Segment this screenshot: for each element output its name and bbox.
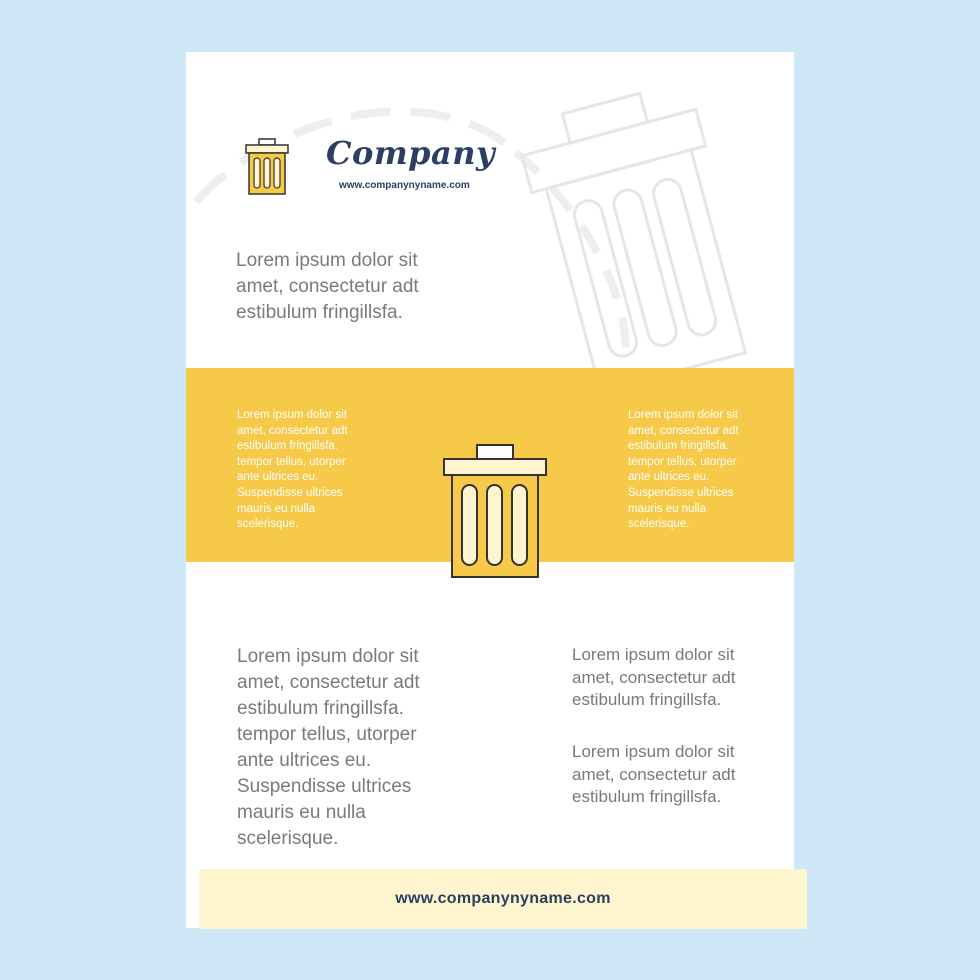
band-left-line: tempor tellus, utorper	[237, 455, 346, 468]
body-right-line: amet, consectetur adt	[572, 764, 736, 784]
band-left-line: ante ultrices eu.	[237, 471, 319, 484]
band-right-line: mauris eu nulla	[628, 502, 706, 515]
band-left-line: estibulum fringillsfa.	[237, 440, 338, 453]
body-right-line: estibulum fringillsfa.	[572, 690, 722, 709]
intro-line: estibulum fringillsfa.	[236, 302, 403, 323]
trash-bin-watermark-icon	[186, 52, 794, 382]
band-right-line: scelerisque.	[628, 518, 690, 531]
band-left-text	[237, 408, 377, 533]
body-right-text-2	[572, 741, 772, 809]
band-right-line: ante ultrices eu.	[628, 471, 710, 484]
band-left-line: scelerisque.	[237, 518, 299, 531]
company-name: Company	[326, 134, 496, 172]
footer-url[interactable]: www.companynyname.com	[395, 890, 611, 907]
intro-text	[236, 248, 476, 326]
body-right-line: amet, consectetur adt	[572, 667, 736, 687]
body-right-line: Lorem ipsum dolor sit	[572, 742, 735, 761]
footer-bar	[199, 869, 807, 929]
brochure-page	[186, 52, 794, 928]
band-left-line: amet, consectetur adt	[237, 424, 348, 437]
intro-line: Lorem ipsum dolor sit	[236, 250, 418, 271]
body-right-text-1	[572, 644, 772, 712]
band-right-line: estibulum fringillsfa.	[628, 440, 729, 453]
band-right-line: amet, consectetur adt	[628, 424, 739, 437]
band-left-line: Lorem ipsum dolor sit	[237, 409, 347, 421]
band-right-text	[628, 408, 768, 533]
body-left-line: Suspendisse ultrices	[237, 776, 412, 797]
trash-bin-icon	[442, 443, 548, 579]
trash-bin-icon	[245, 138, 289, 196]
body-left-line: mauris eu nulla	[237, 802, 366, 823]
band-right-line: tempor tellus, utorper	[628, 455, 737, 468]
body-left-line: tempor tellus, utorper	[237, 724, 417, 745]
band-left-line: mauris eu nulla	[237, 502, 315, 515]
body-left-line: scelerisque.	[237, 828, 339, 849]
company-url[interactable]: www.companynyname.com	[339, 180, 470, 191]
body-right-line: estibulum fringillsfa.	[572, 787, 722, 806]
band-left-line: Suspendisse ultrices	[237, 486, 343, 499]
band-right-line: Suspendisse ultrices	[628, 486, 734, 499]
body-right-line: Lorem ipsum dolor sit	[572, 645, 735, 664]
body-left-line: Lorem ipsum dolor sit	[237, 646, 419, 667]
body-left-text	[237, 644, 477, 852]
band-right-line: Lorem ipsum dolor sit	[628, 409, 738, 421]
intro-line: amet, consectetur adt	[236, 276, 419, 297]
body-left-line: estibulum fringillsfa.	[237, 698, 404, 719]
body-left-line: ante ultrices eu.	[237, 750, 372, 771]
body-left-line: amet, consectetur adt	[237, 672, 420, 693]
yellow-band	[186, 368, 794, 562]
